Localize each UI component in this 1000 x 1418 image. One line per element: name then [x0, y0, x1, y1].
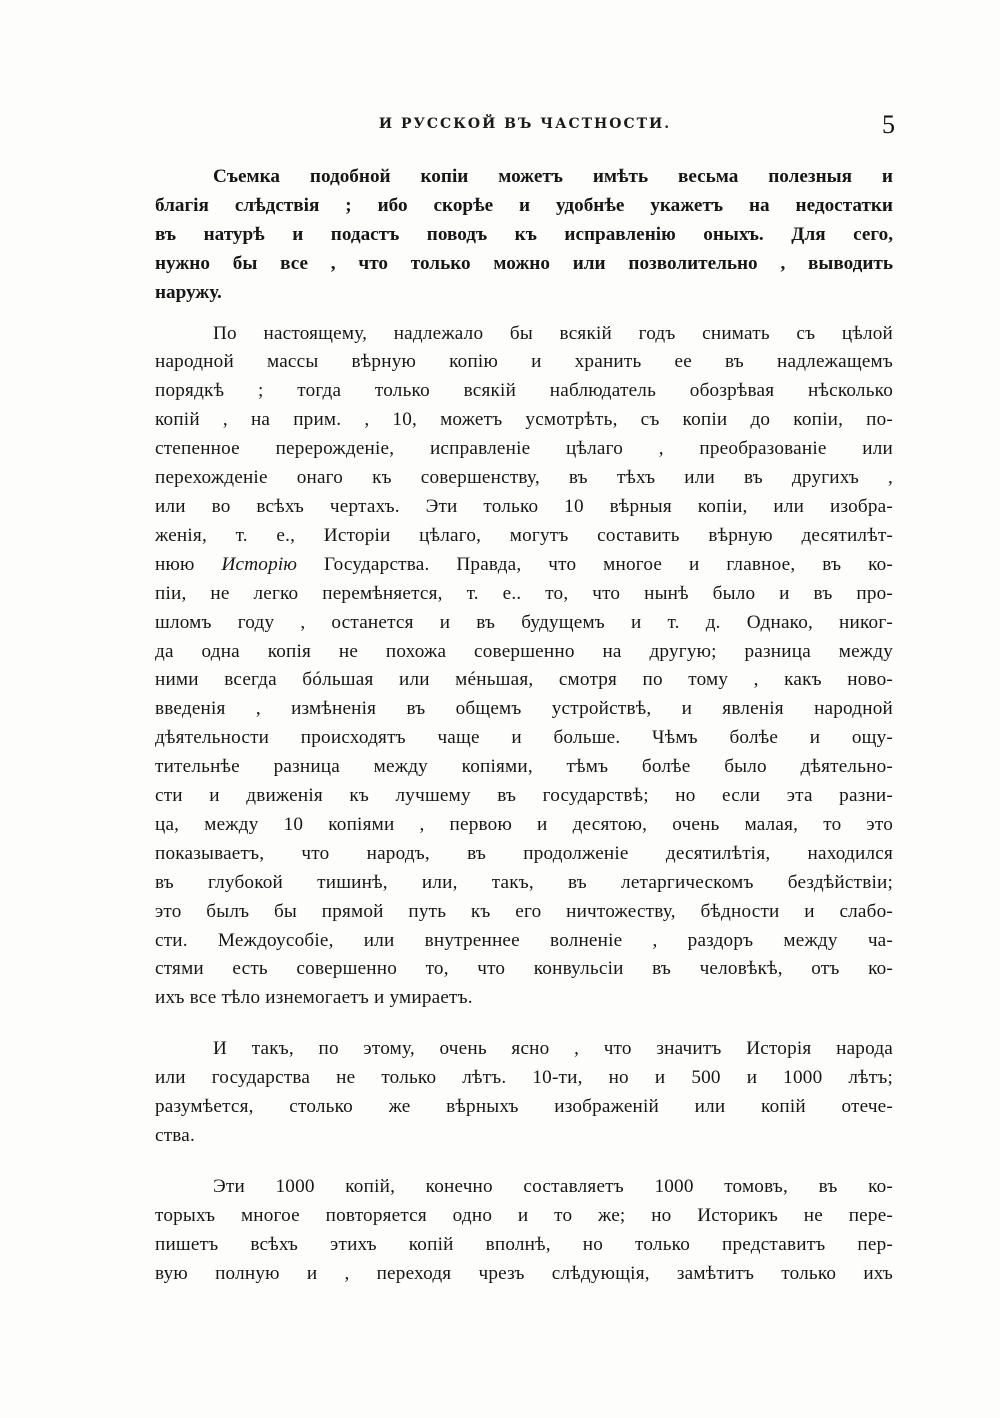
- text-line: копій , на прим. , 10, можетъ усмотрѣть, съ копіи до копіи, по-: [155, 409, 893, 431]
- text-line: показываетъ, что народъ, въ продолженіе десятилѣтія, находился: [155, 842, 893, 864]
- text-line: ства.: [155, 1125, 196, 1146]
- text-line: шломъ году , останется и въ будущемъ и т. д. Однако, никог-: [155, 611, 893, 633]
- text-line: тительнѣе разница между копіями, тѣмъ болѣе было дѣятельно-: [155, 756, 893, 778]
- text-line: И такъ, по этому, очень ясно , что значитъ Исторія народа: [213, 1038, 893, 1060]
- page-number: 5: [882, 110, 895, 139]
- text-line: По настоящему, надлежало бы всякій годъ снимать съ цѣлой: [213, 322, 893, 344]
- running-title: И РУССКОЙ ВЪ ЧАСТНОСТИ.: [378, 116, 672, 132]
- text-line: или во всѣхъ чертахъ. Эти только 10 вѣрныя копіи, или изобра-: [155, 495, 893, 517]
- text-line: наружу.: [155, 281, 222, 303]
- text-line: или государства не только лѣтъ. 10-ти, но и 500 и 1000 лѣтъ;: [155, 1067, 893, 1089]
- text-line: да одна копія не похожа совершенно на другую; разница между: [155, 640, 893, 662]
- text-line: Съемка подобной копіи можетъ имѣть весьма полезныя и: [213, 166, 893, 187]
- text-line: піи, не легко перемѣняется, т. е.. то, что нынѣ было и въ про-: [155, 582, 893, 604]
- text-line: въ натурѣ и подастъ поводъ къ исправленію оныхъ. Для сего,: [155, 223, 893, 245]
- paragraph-3: [155, 1035, 893, 1151]
- text-fragment: Государства. Правда, что многое и главное, въ ко-: [324, 553, 894, 575]
- paragraph-2: [155, 320, 893, 1014]
- text-fragment: нюю: [155, 553, 195, 575]
- text-line: дѣятельности происходятъ чаще и больше. Чѣмъ болѣе и ощу-: [155, 727, 893, 749]
- text-line: женія, т. е., Исторіи цѣлаго, могутъ составить вѣрную десятилѣт-: [155, 524, 893, 546]
- text-line: сти и движенія къ лучшему въ государствѣ; но если эта разни-: [155, 785, 893, 807]
- text-line: благія слѣдствія ; ибо скорѣе и удобнѣе укажетъ на недостатки: [155, 194, 893, 216]
- text-line: ними всегда бóльшая или мéньшая, смотря по тому , какъ ново-: [155, 669, 893, 691]
- text-line: Эти 1000 копій, конечно составляетъ 1000 томовъ, въ ко-: [213, 1175, 893, 1197]
- text-line: разумѣется, столько же вѣрныхъ изображеній или копій отече-: [155, 1096, 893, 1118]
- italic-word: Исторію: [221, 553, 298, 575]
- text-line: въ глубокой тишинѣ, или, такъ, въ летаргическомъ бездѣйствіи;: [155, 871, 893, 893]
- body-text: [155, 163, 893, 1289]
- text-line: ца, между 10 копіями , первою и десятою, очень малая, то это: [155, 813, 893, 835]
- paragraph-4: [155, 1173, 893, 1289]
- text-line: это былъ бы прямой путь къ его ничтожеству, бѣдности и слабо-: [155, 900, 893, 922]
- text-line: народной массы вѣрную копію и хранить ее въ надлежащемъ: [155, 351, 893, 373]
- text-line: торыхъ многое повторяется одно и то же; но Историкъ не пере-: [155, 1204, 893, 1226]
- text-line: вую полную и , переходя чрезъ слѣдующія, замѣтитъ только ихъ: [155, 1262, 893, 1284]
- paragraph-1: [155, 163, 893, 308]
- text-line: ихъ все тѣло изнемогаетъ и умираетъ.: [155, 987, 473, 1009]
- text-line: введенія , измѣненія въ общемъ устройствѣ, и явленія народной: [155, 698, 893, 720]
- text-line: порядкѣ ; тогда только всякій наблюдатель обозрѣвая нѣсколько: [155, 380, 893, 402]
- text-line: перехожденіе онаго къ совершенству, въ тѣхъ или въ другихъ ,: [155, 467, 893, 489]
- text-line: пишетъ всѣхъ этихъ копій вполнѣ, но только представитъ пер-: [155, 1233, 893, 1255]
- text-line: стями есть совершенно то, что конвульсіи въ человѣкѣ, отъ ко-: [155, 958, 893, 980]
- text-line: сти. Междоусобіе, или внутреннее волненіе , раздоръ между ча-: [155, 929, 893, 951]
- text-line: нужно бы все , что только можно или позволительно , выводить: [155, 252, 893, 274]
- text-line-with-italic: [155, 551, 893, 580]
- page-header: [155, 110, 895, 146]
- text-line: степенное перерожденіе, исправленіе цѣлаго , преобразованіе или: [155, 438, 893, 460]
